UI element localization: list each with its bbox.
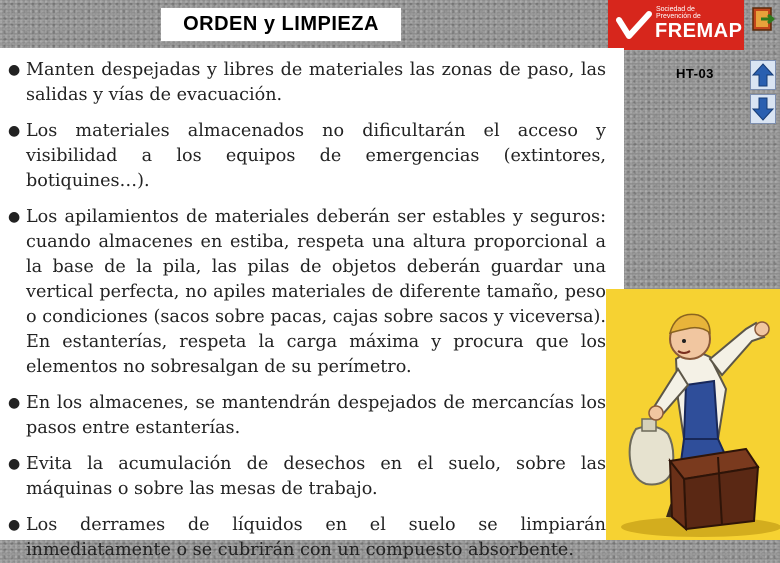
list-item: [8, 452, 606, 502]
list-item: [8, 205, 606, 380]
bullet-icon: ●: [8, 395, 21, 411]
bullet-icon: ●: [8, 517, 21, 533]
bullet-list: [0, 48, 624, 563]
list-item-text: Los derrames de líquidos en el suelo se limpiarán inmediatamente o se cubrirán con un compuesto absorbente.: [26, 515, 606, 560]
bullet-icon: ●: [8, 123, 21, 139]
logo-brand: FREMAP: [655, 20, 743, 42]
list-item: [8, 58, 606, 108]
worker-lifting-box-icon: [606, 289, 780, 540]
list-item-text: Los materiales almacenados no dificultarán el acceso y visibilidad a los equipos de emergencias (extintores, botiquines…).: [26, 121, 606, 191]
arrow-down-icon[interactable]: [750, 94, 776, 124]
exit-door-icon[interactable]: [750, 4, 778, 34]
content-panel: [0, 48, 624, 560]
logo-line2: Prevención de: [656, 13, 701, 20]
page-title: ORDEN y LIMPIEZA: [161, 8, 401, 41]
list-item: [8, 513, 606, 563]
list-item-text: Los apilamientos de materiales deberán ser estables y seguros: cuando almacenes en estiba, respeta una altura proporcional a la base de la pila, las pilas de objetos deberán guardar una vertical perfecta, no apiles materiales de diferente tamaño, peso o condiciones (sacos sobre pacas, cajas sobre sacos y viceversa). En estanterías, respeta la carga máxima y procura que los elementos no sobresalgan de su perímetro.: [26, 207, 606, 377]
list-item: [8, 391, 606, 441]
bullet-icon: ●: [8, 456, 21, 472]
fremap-check-icon: [616, 10, 652, 42]
bullet-icon: ●: [8, 62, 21, 78]
list-item-text: Manten despejadas y libres de materiales las zonas de paso, las salidas y vías de evacuación.: [26, 60, 606, 105]
logo-line1: Sociedad de: [656, 6, 695, 13]
list-item: [8, 119, 606, 194]
worker-illustration: [606, 289, 780, 540]
document-code: HT-03: [676, 66, 714, 81]
fremap-logo: [608, 0, 744, 50]
arrow-up-icon[interactable]: [750, 60, 776, 90]
bullet-icon: ●: [8, 209, 21, 225]
list-item-text: En los almacenes, se mantendrán despejados de mercancías los pasos entre estanterías.: [26, 393, 606, 438]
list-item-text: Evita la acumulación de desechos en el suelo, sobre las máquinas o sobre las mesas de trabajo.: [26, 454, 606, 499]
